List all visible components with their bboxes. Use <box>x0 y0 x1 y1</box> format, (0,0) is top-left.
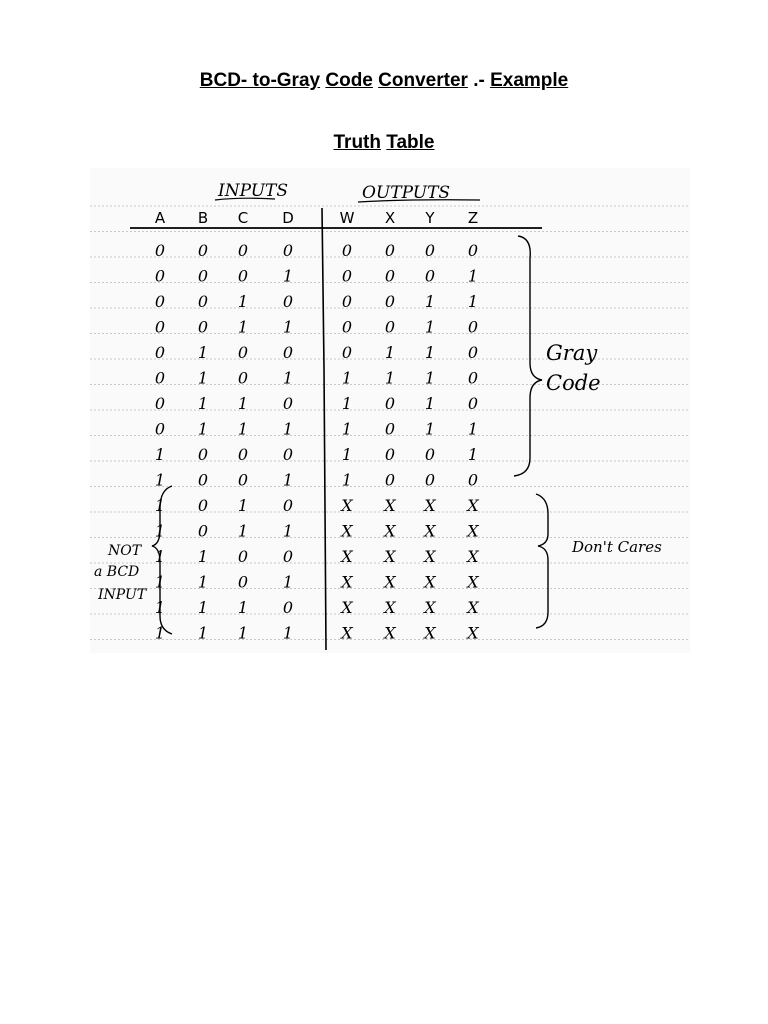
output-header: X <box>384 209 396 227</box>
not-bcd-label-line1: NOT <box>108 543 142 559</box>
input-cell: 0 <box>154 266 166 286</box>
output-cell: 0 <box>341 266 353 286</box>
table-row <box>155 522 479 541</box>
output-cell: X <box>384 623 396 643</box>
input-cell: 0 <box>282 394 294 413</box>
gray-code-label-line1: Gray <box>546 341 598 365</box>
output-cell: X <box>341 598 353 617</box>
input-cell: 1 <box>197 368 209 388</box>
page-subtitle <box>0 132 768 154</box>
output-cell: 0 <box>384 419 396 439</box>
input-cell: 1 <box>237 394 249 413</box>
input-cell: 0 <box>154 343 166 362</box>
input-header: B <box>197 209 209 227</box>
output-cell: X <box>467 572 479 592</box>
input-cell: 0 <box>154 317 166 337</box>
input-cell: 1 <box>154 521 166 541</box>
table-rows <box>155 241 479 643</box>
input-cell: 1 <box>197 572 209 592</box>
not-bcd-label-line3: INPUT <box>98 587 147 603</box>
table-row <box>155 598 479 617</box>
outputs-label: OUTPUTS <box>362 183 451 203</box>
output-cell: X <box>384 496 396 515</box>
input-cell: 1 <box>154 445 166 464</box>
table-row <box>155 369 478 388</box>
input-cell: 0 <box>282 445 294 464</box>
dont-cares-brace <box>536 494 548 628</box>
table-row <box>155 394 478 413</box>
input-cell: 0 <box>237 445 249 464</box>
input-cell: 1 <box>282 623 294 643</box>
column-headers <box>155 209 478 227</box>
output-cell: 1 <box>341 368 353 388</box>
input-cell: 1 <box>282 317 294 337</box>
not-bcd-label-line2: a BCD <box>94 564 140 580</box>
output-cell: X <box>467 521 479 541</box>
output-cell: 0 <box>467 317 479 337</box>
output-cell: X <box>424 496 436 515</box>
output-cell: X <box>467 496 479 515</box>
truth-table-drawing <box>90 168 690 653</box>
input-cell: 1 <box>237 317 249 337</box>
input-cell: 0 <box>237 547 249 566</box>
output-cell: 1 <box>341 394 353 413</box>
table-row <box>155 445 478 464</box>
input-cell: 1 <box>197 623 209 643</box>
input-cell: 0 <box>237 266 249 286</box>
output-cell: 0 <box>384 445 396 464</box>
output-cell: X <box>467 598 479 617</box>
output-cell: 1 <box>467 445 479 464</box>
output-cell: X <box>424 521 436 541</box>
output-header: W <box>339 209 355 227</box>
output-cell: 1 <box>424 343 436 362</box>
table-row <box>155 343 478 362</box>
output-cell: 1 <box>467 419 479 439</box>
input-cell: 1 <box>197 547 209 566</box>
output-cell: 0 <box>341 241 353 260</box>
output-cell: 0 <box>467 368 479 388</box>
output-cell: 1 <box>384 368 396 388</box>
input-cell: 0 <box>282 547 294 566</box>
output-cell: X <box>467 547 479 566</box>
input-cell: 0 <box>154 241 166 260</box>
input-cell: 1 <box>282 572 294 592</box>
output-cell: 0 <box>384 394 396 413</box>
output-cell: 0 <box>384 241 396 260</box>
output-cell: 1 <box>424 368 436 388</box>
output-cell: 1 <box>384 343 396 362</box>
output-cell: X <box>424 572 436 592</box>
input-cell: 0 <box>197 521 209 541</box>
inputs-label: INPUTS <box>218 181 289 201</box>
output-cell: X <box>341 521 353 541</box>
gray-code-label-line2: Code <box>546 371 601 395</box>
table-row <box>155 624 479 643</box>
table-row <box>155 547 479 566</box>
output-cell: 0 <box>341 343 353 362</box>
input-header: D <box>282 209 294 227</box>
input-cell: 1 <box>237 623 249 643</box>
output-cell: 1 <box>424 419 436 439</box>
output-cell: X <box>467 623 479 643</box>
table-row <box>155 267 478 286</box>
input-cell: 1 <box>197 394 209 413</box>
dont-cares-label: Don't Cares <box>572 538 662 556</box>
input-cell: 1 <box>282 266 294 286</box>
table-row <box>155 573 479 592</box>
input-cell: 0 <box>154 394 166 413</box>
gray-code-brace <box>514 236 542 476</box>
output-cell: 0 <box>424 470 436 490</box>
output-cell: X <box>341 572 353 592</box>
output-cell: X <box>424 598 436 617</box>
input-cell: 1 <box>154 572 166 592</box>
output-header: Z <box>467 209 479 227</box>
input-cell: 0 <box>237 241 249 260</box>
output-cell: 1 <box>341 445 353 464</box>
table-row <box>155 471 478 490</box>
input-cell: 1 <box>282 521 294 541</box>
input-cell: 0 <box>197 496 209 515</box>
title-part: BCD- to-Gray <box>199 70 321 91</box>
output-cell: 0 <box>341 292 353 311</box>
input-cell: 0 <box>282 241 294 260</box>
output-cell: X <box>341 547 353 566</box>
input-cell: 0 <box>197 241 209 260</box>
title-part: Code <box>325 70 373 91</box>
title-part: .- <box>473 70 485 91</box>
input-cell: 0 <box>197 292 209 311</box>
output-cell: 0 <box>424 241 436 260</box>
output-cell: 0 <box>384 292 396 311</box>
input-cell: 0 <box>237 572 249 592</box>
input-cell: 1 <box>154 598 166 617</box>
input-cell: 1 <box>154 623 166 643</box>
output-cell: 0 <box>341 317 353 337</box>
input-cell: 0 <box>197 317 209 337</box>
input-cell: 0 <box>154 292 166 311</box>
handwritten-truth-table <box>90 168 690 653</box>
table-row <box>155 318 478 337</box>
output-cell: 1 <box>341 470 353 490</box>
input-cell: 0 <box>197 470 209 490</box>
input-header: A <box>154 209 166 227</box>
output-cell: 1 <box>341 419 353 439</box>
output-cell: 1 <box>467 266 479 286</box>
output-cell: 1 <box>467 292 479 311</box>
input-cell: 0 <box>197 445 209 464</box>
input-cell: 1 <box>237 419 249 439</box>
output-cell: 0 <box>384 266 396 286</box>
output-cell: 0 <box>424 266 436 286</box>
table-row <box>155 420 478 439</box>
input-cell: 1 <box>197 343 209 362</box>
subtitle-part: Truth <box>333 132 381 153</box>
input-output-divider <box>322 208 326 650</box>
input-cell: 1 <box>237 496 249 515</box>
output-cell: 0 <box>384 470 396 490</box>
input-cell: 1 <box>237 292 249 311</box>
output-cell: X <box>384 547 396 566</box>
input-cell: 1 <box>282 368 294 388</box>
input-header: C <box>237 209 249 227</box>
input-cell: 1 <box>154 470 166 490</box>
input-cell: 0 <box>282 598 294 617</box>
input-cell: 1 <box>154 547 166 566</box>
input-cell: 0 <box>237 470 249 490</box>
input-cell: 0 <box>154 419 166 439</box>
input-cell: 1 <box>282 419 294 439</box>
input-cell: 1 <box>154 496 166 515</box>
input-cell: 0 <box>237 368 249 388</box>
output-cell: 0 <box>467 343 479 362</box>
table-row <box>155 241 478 260</box>
title-part: Converter <box>378 70 468 91</box>
input-cell: 1 <box>197 598 209 617</box>
input-cell: 1 <box>237 521 249 541</box>
table-row <box>155 496 479 515</box>
output-cell: 1 <box>424 292 436 311</box>
input-cell: 0 <box>154 368 166 388</box>
output-cell: X <box>424 547 436 566</box>
table-row <box>155 292 478 311</box>
output-cell: 0 <box>384 317 396 337</box>
input-cell: 0 <box>282 496 294 515</box>
output-header: Y <box>425 209 435 227</box>
output-cell: X <box>384 521 396 541</box>
output-cell: X <box>424 623 436 643</box>
input-cell: 1 <box>197 419 209 439</box>
output-cell: 0 <box>467 470 479 490</box>
output-cell: 1 <box>424 394 436 413</box>
output-cell: X <box>341 496 353 515</box>
subtitle-part: Table <box>386 132 435 153</box>
output-cell: 0 <box>467 241 479 260</box>
title-part: Example <box>490 70 569 91</box>
input-cell: 1 <box>282 470 294 490</box>
input-cell: 0 <box>282 292 294 311</box>
input-cell: 0 <box>282 343 294 362</box>
output-cell: X <box>341 623 353 643</box>
input-cell: 0 <box>237 343 249 362</box>
page-title <box>0 70 768 92</box>
output-cell: 0 <box>467 394 479 413</box>
output-cell: 0 <box>424 445 436 464</box>
output-cell: X <box>384 572 396 592</box>
input-cell: 0 <box>197 266 209 286</box>
output-cell: X <box>384 598 396 617</box>
input-cell: 1 <box>237 598 249 617</box>
output-cell: 1 <box>424 317 436 337</box>
